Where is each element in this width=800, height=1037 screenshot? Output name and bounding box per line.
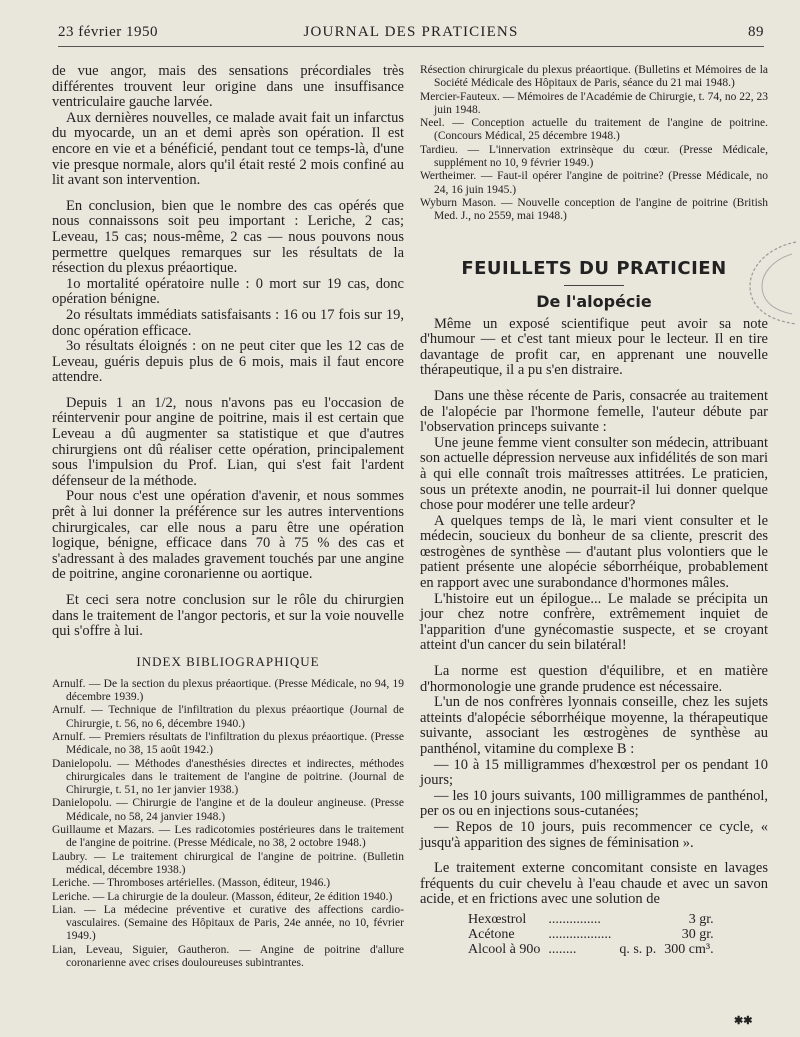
qsp — [615, 927, 660, 942]
reference-item: Neel. — Conception actuelle du traitement de l'angine de poitrine. (Concours Médical, 25 décembre 1948.) — [420, 117, 768, 143]
reference-item: Wyburn Mason. — Nouvelle conception de l'angine de poitrine (British Med. J., no 2559, mai 1948.) — [420, 196, 768, 223]
end-mark: ✱✱ — [734, 1014, 753, 1027]
reference-item: Leriche. — La chirurgie de la douleur. (Masson, éditeur, 2e édition 1940.) — [52, 890, 393, 903]
leader-dots: ........ — [548, 941, 577, 957]
paragraph: L'un de nos confrères lyonnais conseille, chez les sujets atteints d'alopécie séborrhéique moyenne, la thérapeutique suivante, associant les œstrogènes de synthèse au panthénol, vitamine du complexe B : — [420, 694, 768, 757]
paragraph: de vue angor, mais des sensations précordiales très différentes trouvent leur origine dans une insuffisance ventriculaire gauche larvée. — [52, 63, 404, 111]
reference-item: Lian, Leveau, Siguier, Gautheron. — Angine de poitrine d'allure coronarienne avec crises douloureuses subintrantes. — [52, 943, 404, 970]
ingredient-name: Acétone — [468, 926, 515, 942]
reference-item: Lian. — La médecine préventive et curative des affections cardio-vasculaires. (Semaine des Hôpitaux de Paris, 24e année, no 10, février 1949.) — [52, 903, 404, 943]
divider — [564, 285, 624, 286]
reference-item: Danielopolu. — Méthodes d'anesthésies directes et indirectes, méthodes chirurgicales dans le traitement de l'angine de poitrine. (Journal de Chirurgie, t. 51, no 1er janvier 1938.) — [52, 757, 404, 797]
reference-item: Arnulf. — Technique de l'infiltration du plexus préaortique (Journal de Chirurgie, t. 56, no 6, décembre 1940.) — [52, 704, 404, 730]
reference-item: Tardieu. — L'innervation extrinsèque du cœur. (Presse Médicale, supplément no 10, 9 février 1949.) — [420, 143, 768, 170]
reference-item: Arnulf. — Premiers résultats de l'infiltration du plexus préaortique. (Presse Médicale, no 38, 15 août 1942.) — [52, 730, 404, 757]
article-title: De l'alopécie — [536, 291, 652, 311]
paragraph: L'histoire eut un épilogue... Le malade se précipita un jour chez notre confrère, extrêmement inquiet de l'apparition d'une gynécomastie suspecte, et se croyant atteint d'un cancer du sein bilatéral! — [420, 590, 768, 654]
ingredient-name: Alcool à 90o — [468, 941, 541, 957]
formula-row — [464, 912, 718, 927]
paragraph: Une jeune femme vient consulter son médecin, attribuant son actuelle dépression nerveuse aux infidélités de son mari à qui elle connaît trois maîtresses attitrées. Le praticien, sous un prétexte anodin, ne pourrait-il lui donner quelque chose pour modérer une telle ardeur? — [420, 434, 768, 514]
reference-item: Arnulf. — De la section du plexus préaortique. (Presse Médicale, no 94, 19 décembre 1939.) — [52, 677, 404, 704]
reference-item: Résection chirurgicale du plexus préaortique. (Bulletins et Mémoires de la Société Médicale des Hôpitaux de Paris, séance du 21 mai 1948.) — [420, 64, 768, 90]
formula-table — [464, 912, 718, 957]
reference-item: Mercier-Fauteux. — Mémoires de l'Académie de Chirurgie, t. 74, no 22, 23 juin 1948. — [420, 90, 768, 116]
ingredient-name: Hexœstrol — [468, 911, 527, 927]
paragraph: 2o résultats immédiats satisfaisants : 16 ou 17 fois sur 19, donc opération efficace. — [52, 306, 404, 339]
reference-item: Laubry. — Le traitement chirurgical de l'angine de poitrine. (Bulletin médical, décembre 1938.) — [52, 850, 404, 876]
formula-row — [464, 927, 718, 942]
paragraph: Depuis 1 an 1/2, nous n'avons pas eu l'occasion de réintervenir pour angine de poitrine, mais il est certain que Leveau a dû augmenter sa statistique et que d'autres chirurgiens ont dû réaliser cette opération, principalement sous l'impulsion du Prof. Lian, qui s'est fait l'ardent défenseur de la méthode. — [52, 394, 404, 489]
quantity: 3 gr. — [688, 911, 714, 927]
paragraph: 1o mortalité opératoire nulle : 0 mort sur 19 cas, donc opération bénigne. — [52, 275, 404, 308]
page-header — [58, 22, 764, 47]
paragraph: En conclusion, bien que le nombre des cas opérés que nous connaissons soit peu important : Leriche, 2 cas; Leveau, 15 cas; nous-même, 2 cas — nous pouvons nous permettre quelques remarques sur les résultats de la résection du plexus préaortique. — [52, 197, 404, 277]
paragraph: — 10 à 15 milligrammes d'hexœstrol per os pendant 10 jours; — [420, 756, 768, 789]
leader-dots: ............... — [548, 911, 601, 927]
paragraph: 3o résultats éloignés : on ne peut citer que les 12 cas de Leveau, guéris depuis plus de 6 mois, mais il faut encore attendre. — [52, 338, 404, 386]
reference-item: Leriche. — Thromboses artérielles. (Masson, éditeur, 1946.) — [52, 877, 331, 890]
library-stamp-icon — [736, 238, 800, 328]
index-title: INDEX BIBLIOGRAPHIQUE — [136, 653, 320, 669]
header-page-number: 89 — [748, 24, 764, 40]
header-journal: JOURNAL DES PRATICIENS — [303, 24, 519, 40]
paragraph: Même un exposé scientifique peut avoir sa note d'humour — et c'est tant mieux pour le lecteur. Il en tire davantage de profit car, en apprenant une nouvelle thérapeutique, il a pu s'en distraire. — [420, 315, 768, 379]
section-title: FEUILLETS DU PRATICIEN — [461, 257, 727, 279]
quantity: 30 gr. — [681, 926, 714, 942]
paragraph: Le traitement externe concomitant consiste en lavages fréquents du cuir chevelu à l'eau chaude et avec un savon acide, et en frictions avec une solution de — [420, 860, 768, 908]
paragraph: La norme est question d'équilibre, et en matière d'hormonologie une grande prudence est nécessaire. — [420, 663, 768, 695]
reference-item: Danielopolu. — Chirurgie de l'angine et de la douleur angineuse. (Presse Médicale, no 58, 24 janvier 1948.) — [52, 797, 404, 823]
paragraph: Et ceci sera notre conclusion sur le rôle du chirurgien dans le traitement de l'angor pectoris, et sur la voie nouvelle qui s'offre à lui. — [52, 592, 404, 640]
qsp: q. s. p. — [619, 941, 657, 957]
paragraph: A quelques temps de là, le mari vient consulter et le médecin, soucieux du bonheur de sa cliente, prescrit des œstrogènes de synthèse — d'autant plus volontiers que le patient présente une alopécie séborrhéique, probablement en rapport avec une surabondance d'hormones mâles. — [420, 512, 768, 592]
qsp — [615, 912, 660, 927]
reference-item: Wertheimer. — Faut-il opérer l'angine de poitrine? (Presse Médicale, no 24, 16 juin 1945.) — [420, 170, 768, 196]
paragraph: Pour nous c'est une opération d'avenir, et nous sommes prêt à lui donner la préférence sur les autres interventions chirurgicales, car elle nous a paru être une opération logique, bénigne, efficace dans 70 à 75 % des cas et s'adressant à des malades gravement touchés par une angine de poitrine, angine coronarienne ou aortique. — [52, 488, 404, 583]
quantity: 300 cm³. — [664, 941, 714, 957]
right-column — [420, 64, 768, 957]
reference-item: Guillaume et Mazars. — Les radicotomies postérieures dans le traitement de l'angine de poitrine. (Presse Médicale, no 38, 2 octobre 1948.) — [52, 824, 404, 850]
paragraph: — les 10 jours suivants, 100 milligrammes de panthénol, per os ou en injections sous-cutanées; — [420, 787, 768, 820]
paragraph: — Repos de 10 jours, puis recommencer ce cycle, « jusqu'à apparition des signes de féminisation ». — [420, 818, 768, 851]
leader-dots: .................. — [548, 926, 612, 942]
formula-row — [464, 942, 718, 957]
paragraph: Dans une thèse récente de Paris, consacrée au traitement de l'alopécie par l'hormone femelle, l'auteur débute par l'observation princeps suivante : — [420, 387, 768, 436]
left-column — [52, 64, 404, 970]
header-date: 23 février 1950 — [58, 24, 158, 40]
paragraph: Aux dernières nouvelles, ce malade avait fait un infarctus du myocarde, un an et demi après son opération. Il est encore en vie et a bénéficié, pendant tout ce temps-là, d'une vie presque normale, alors qu'il était resté 2 mois confiné au lit avant son intervention. — [52, 109, 404, 189]
